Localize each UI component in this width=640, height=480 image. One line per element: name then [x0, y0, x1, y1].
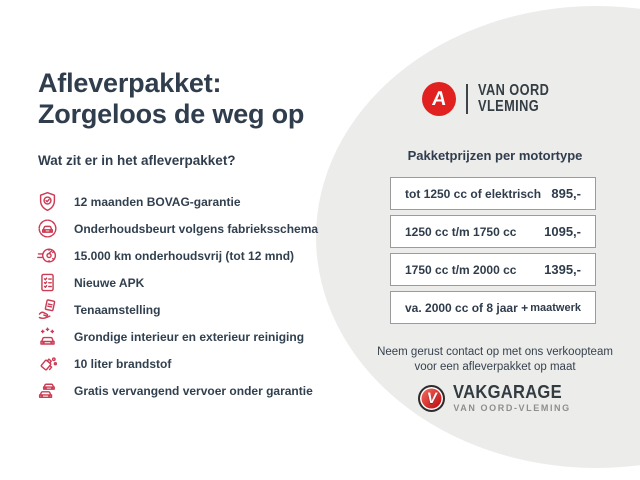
page-title-line2: Zorgeloos de weg op [38, 99, 305, 129]
contact-note-line2: voor een afleverpakket op maat [414, 361, 576, 373]
car-service-icon [36, 217, 59, 240]
contact-note-line1: Neem gerust contact op met ons verkoopteam [377, 346, 613, 358]
list-item [36, 323, 336, 350]
feature-label: 10 liter brandstof [74, 356, 172, 371]
list-item [36, 377, 336, 404]
feature-list [36, 188, 336, 404]
dealer-logo [370, 82, 620, 116]
dealer-logo-letter: A [431, 88, 448, 110]
contact-note [356, 345, 634, 375]
price-row-value: maatwerk [530, 301, 581, 314]
feature-label: Onderhoudsbeurt volgens fabrieksschema [74, 221, 319, 236]
table-row [390, 177, 596, 210]
car-cleaning-icon [36, 325, 59, 348]
feature-label: 12 maanden BOVAG-garantie [74, 194, 241, 209]
feature-label: Gratis vervangend vervoer onder garantie [74, 383, 313, 398]
price-row-value: 895,- [551, 186, 581, 201]
table-row [390, 253, 596, 286]
hand-document-icon [36, 298, 59, 321]
price-table [390, 177, 596, 329]
dealer-logo-monogram-icon [422, 82, 456, 116]
list-item [36, 215, 336, 242]
feature-label: Nieuwe APK [74, 275, 145, 290]
price-row-value: 1395,- [544, 262, 581, 277]
price-row-label: 1250 cc t/m 1750 cc [405, 224, 517, 239]
logo-divider [466, 84, 468, 114]
price-row-value: 1095,- [544, 224, 581, 239]
dealer-name-line1: VAN OORD [478, 82, 550, 99]
page-subtitle: Wat zit er in het afleverpakket? [38, 153, 236, 168]
vakgarage-logo-text [453, 384, 571, 413]
odometer-icon [36, 244, 59, 267]
table-row [390, 291, 596, 324]
page-title-line1: Afleverpakket: [38, 68, 222, 98]
feature-label: 15.000 km onderhoudsvrij (tot 12 mnd) [74, 248, 295, 263]
fuel-pump-icon [36, 352, 59, 375]
checklist-icon [36, 271, 59, 294]
price-row-label: 1750 cc t/m 2000 cc [405, 262, 517, 277]
prices-title: Pakketprijzen per motortype [407, 148, 583, 163]
list-item [36, 188, 336, 215]
list-item [36, 269, 336, 296]
feature-label: Tenaamstelling [74, 302, 161, 317]
vakgarage-badge-icon [418, 385, 445, 412]
list-item [36, 296, 336, 323]
list-item [36, 242, 336, 269]
vakgarage-name: VAKGARAGE [453, 382, 563, 402]
replacement-car-icon [36, 379, 59, 402]
shield-check-icon [36, 190, 59, 213]
dealer-name-line2: VLEMING [478, 98, 540, 115]
vakgarage-subname: VAN OORD-VLEMING [453, 403, 571, 413]
price-row-label: tot 1250 cc of elektrisch [405, 186, 542, 201]
table-row [390, 215, 596, 248]
dealer-logo-name [478, 83, 549, 115]
vakgarage-logo [366, 384, 624, 413]
vakgarage-badge-letter: V [425, 390, 439, 407]
page-title [38, 68, 304, 130]
feature-label: Grondige interieur en exterieur reiniging [74, 329, 305, 344]
price-row-label: va. 2000 cc of 8 jaar + [405, 300, 529, 315]
list-item [36, 350, 336, 377]
